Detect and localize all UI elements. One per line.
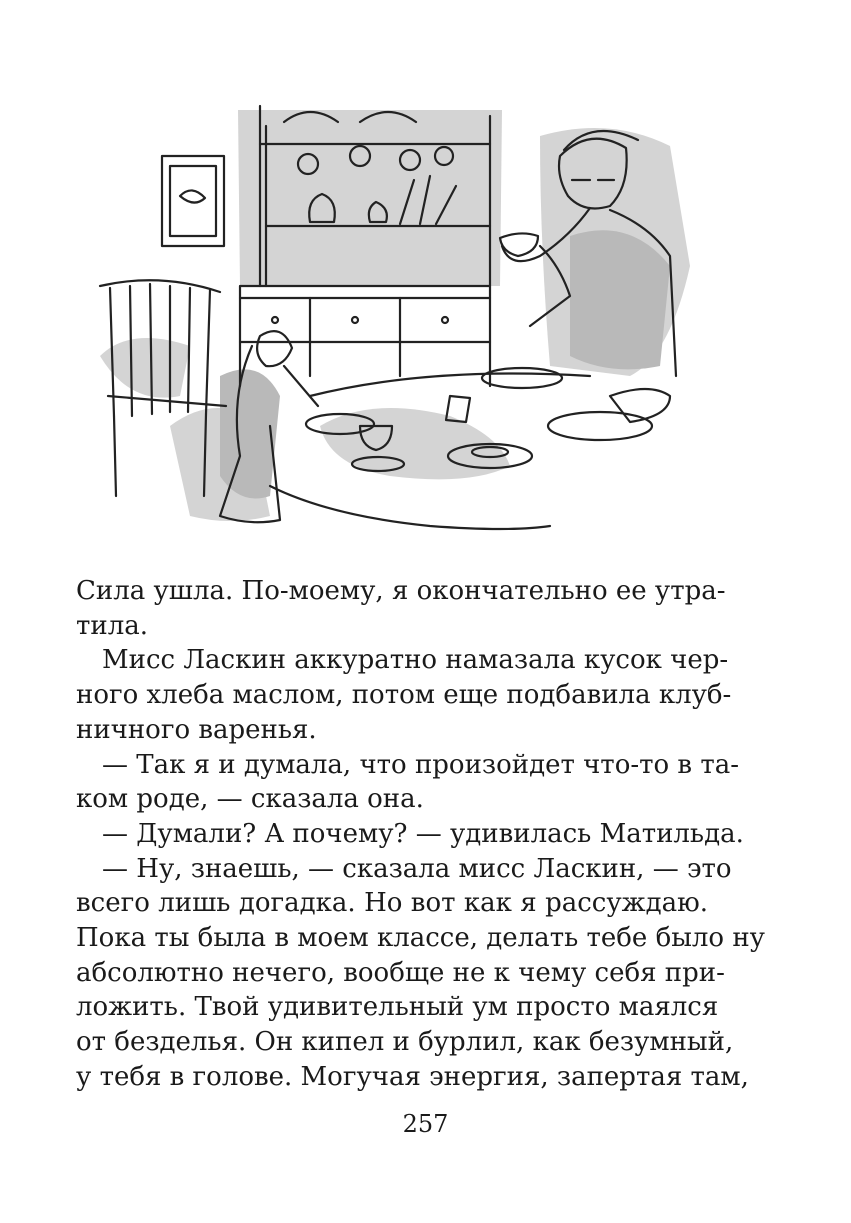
body-text: [76, 574, 765, 1095]
text-line: Сила ушла. По-моему, я окончательно ее утра-: [76, 576, 726, 606]
text-line: от безделья. Он кипел и бурлил, как безумный,: [76, 1027, 734, 1058]
text-line: Мисс Ласкин аккуратно намазала кусок чер-: [102, 645, 729, 676]
text-line: всего лишь догадка. Но вот как я рассуждаю.: [76, 888, 708, 919]
text-line: у тебя в голове. Могучая энергия, запертая там,: [76, 1061, 749, 1092]
illustration-tea-party: [70, 96, 710, 560]
page-number: 257: [402, 1110, 449, 1138]
text-line: ного хлеба маслом, потом еще подбавила клуб-: [76, 680, 732, 711]
text-line: абсолютно нечего, вообще не к чему себя при-: [76, 957, 725, 988]
text-line: ложить. Твой удивительный ум просто маялся: [76, 992, 719, 1023]
text-line: ничного варенья.: [76, 714, 317, 745]
text-line: тила.: [76, 610, 148, 641]
text-line: Пока ты была в моем классе, делать тебе было ну: [76, 923, 765, 954]
text-line: ком роде, — сказала она.: [76, 784, 424, 815]
text-line: — Ну, знаешь, — сказала мисс Ласкин, — это: [102, 853, 732, 884]
text-line: — Так я и думала, что произойдет что-то в та-: [102, 749, 739, 780]
text-line: — Думали? А почему? — удивилась Матильда.: [102, 818, 744, 849]
